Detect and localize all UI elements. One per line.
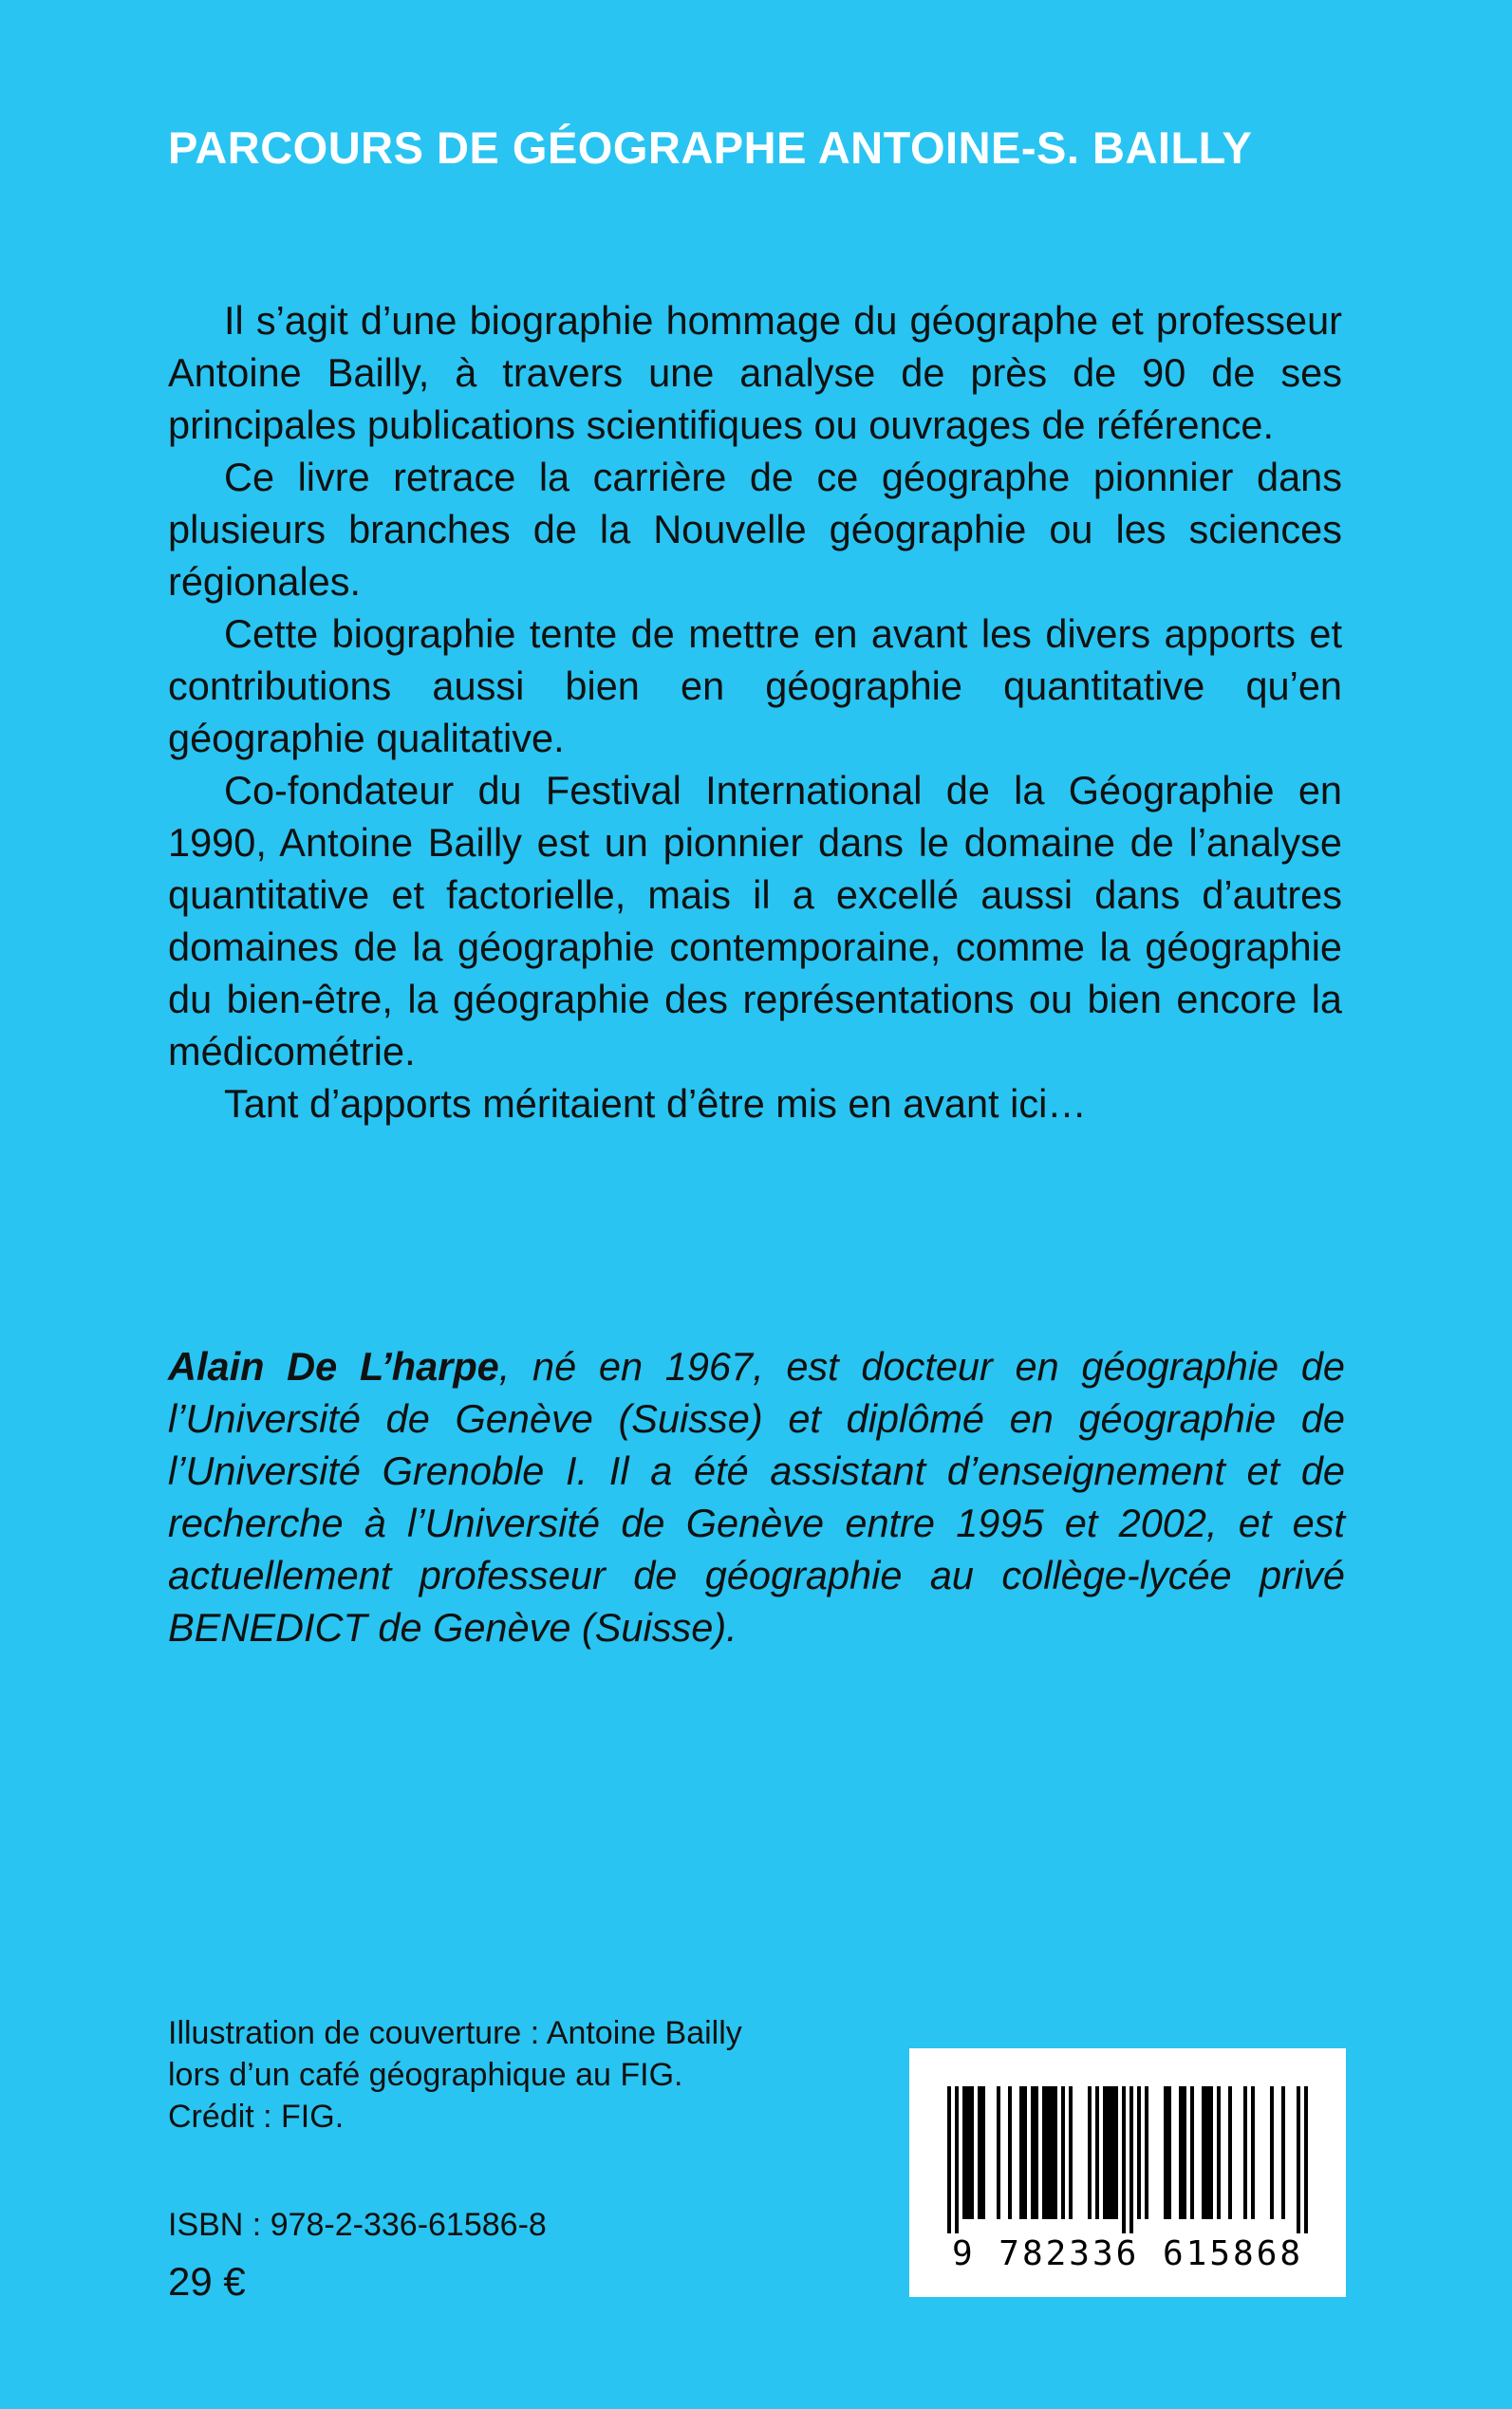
barcode-bar	[1209, 2086, 1213, 2219]
summary-paragraph: Co-fondateur du Festival International de la Géographie en 1990, Antoine Bailly est un pionnier dans le domaine de l’analyse quantitative et factorielle, mais il a excellé aussi dans d’autres domaines de la géographie contemporaine, comme la géographie du bien-être, la géographie des représentations ou bien encore la médicométrie.	[168, 768, 1342, 1074]
barcode-bar	[970, 2086, 974, 2219]
summary-paragraph: Ce livre retrace la carrière de ce géographe pionnier dans plusieurs branches de la Nouvelle géographie ou les sciences régionales.	[168, 455, 1342, 604]
barcode-bar	[1243, 2086, 1247, 2219]
credits-line: Illustration de couverture : Antoine Bailly	[168, 2015, 742, 2051]
barcode-bar	[1205, 2086, 1209, 2219]
barcode-bar	[1179, 2086, 1183, 2219]
barcode-bar	[1167, 2086, 1171, 2219]
summary-paragraph: Cette biographie tente de mettre en avant les divers apports et contributions aussi bien en géographie quantitative qu’en géographie qualitative.	[168, 611, 1342, 760]
barcode-bar	[1042, 2086, 1046, 2219]
barcode-bar	[966, 2086, 970, 2219]
barcode-bar	[962, 2086, 966, 2219]
barcode-bar	[1061, 2086, 1065, 2219]
barcode-bar	[981, 2086, 985, 2219]
barcode-bar	[1297, 2086, 1300, 2233]
barcode-panel	[909, 2048, 1346, 2297]
book-title: PARCOURS DE GÉOGRAPHE ANTOINE-S. BAILLY	[168, 122, 1253, 173]
price-text: 29 €	[168, 2259, 246, 2304]
barcode-bar	[1122, 2086, 1126, 2233]
summary-paragraph: Il s’agit d’une biographie hommage du géographe et professeur Antoine Bailly, à travers une analyse de près de 90 de ses principales publications scientifiques ou ouvrages de référence.	[168, 298, 1342, 447]
barcode-bar	[1137, 2086, 1141, 2219]
barcode-bar	[1046, 2086, 1050, 2219]
barcode-bar	[1107, 2086, 1111, 2219]
barcode-bar	[1304, 2086, 1308, 2233]
barcode-bar	[1183, 2086, 1186, 2219]
barcode-bar	[1228, 2086, 1232, 2219]
barcode-bar	[1050, 2086, 1054, 2219]
barcode-bar	[978, 2086, 981, 2219]
barcode-bar	[1129, 2086, 1133, 2233]
barcode-bar	[1202, 2086, 1205, 2219]
author-bio-text: , né en 1967, est docteur en géographie de l’Université de Genève (Suisse) et diplômé en géographie de l’Université Grenoble I. Il a été assistant d’enseignement et de recherche à l’Université de Genève entre 1995 et 2002, et est actuellement professeur de géographie au collège-lycée privé BENEDICT de Genève (Suisse).	[168, 1344, 1345, 1650]
barcode-icon	[938, 2086, 1317, 2233]
barcode-bar	[1095, 2086, 1099, 2219]
barcode-digits: 9 782336 615868	[951, 2234, 1304, 2273]
author-bio-paragraph	[168, 1340, 1345, 1653]
credits-line: lors d’un café géographique au FIG.	[168, 2057, 683, 2093]
barcode-bar	[1054, 2086, 1057, 2219]
barcode-bar	[997, 2086, 1000, 2219]
barcode-bar	[1069, 2086, 1073, 2219]
barcode-bar	[1088, 2086, 1092, 2219]
barcode-bar	[1164, 2086, 1167, 2219]
barcode-bar	[1145, 2086, 1148, 2219]
barcode-bar	[1019, 2086, 1023, 2219]
isbn-text: ISBN : 978-2-336-61586-8	[168, 2207, 547, 2243]
author-name: Alain De L’harpe	[168, 1344, 499, 1389]
summary-block	[168, 294, 1342, 1130]
summary-paragraph: Tant d’apports méritaient d’être mis en avant ici…	[224, 1081, 1087, 1126]
barcode-bar	[1281, 2086, 1285, 2219]
barcode-bar	[1217, 2086, 1221, 2219]
barcode-bar	[1111, 2086, 1114, 2219]
barcode-bar	[1114, 2086, 1118, 2219]
barcode-bar	[955, 2086, 959, 2233]
barcode-bar	[1035, 2086, 1038, 2219]
credits-line: Crédit : FIG.	[168, 2099, 345, 2135]
barcode-bar	[1023, 2086, 1027, 2219]
barcode-bar	[1008, 2086, 1012, 2219]
barcode-bar	[1251, 2086, 1255, 2219]
barcode-bar	[1031, 2086, 1035, 2219]
barcode-bar	[947, 2086, 951, 2233]
barcode-bar	[1270, 2086, 1274, 2219]
author-bio	[168, 1340, 1345, 1653]
cover-credits	[168, 2012, 742, 2138]
barcode-bar	[1103, 2086, 1107, 2219]
barcode-bar	[1190, 2086, 1194, 2219]
